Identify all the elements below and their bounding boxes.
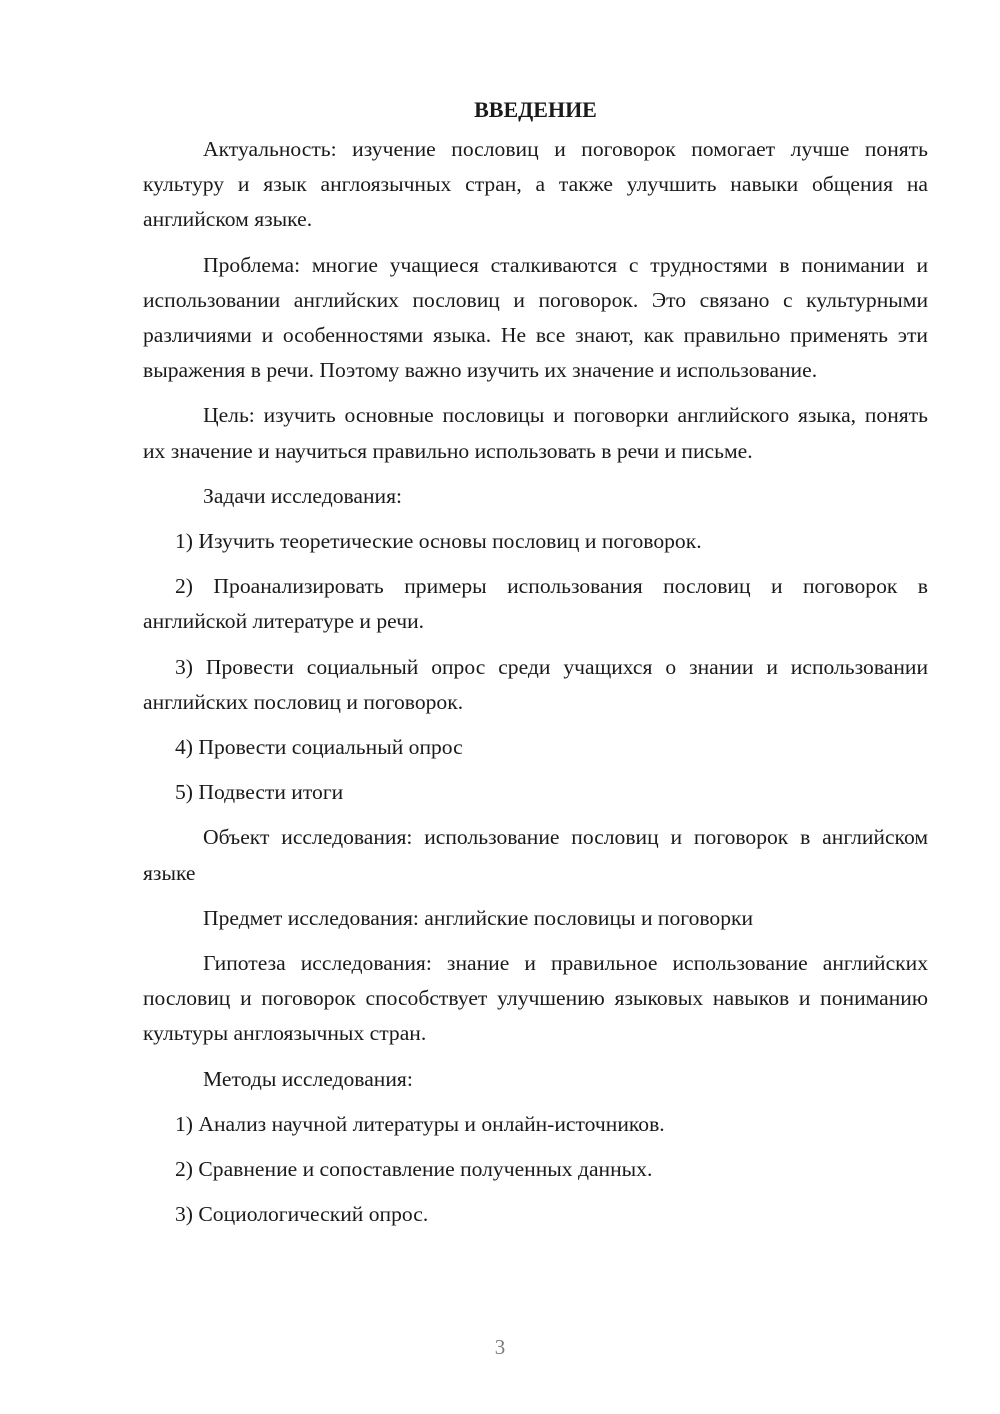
page-content xyxy=(143,92,928,1242)
task-item-3: 3) Провести социальный опрос среди учащихся о знании и использовании английских пословиц и поговорок. xyxy=(143,654,928,714)
hypothesis-paragraph: Гипотеза исследования: знание и правильное использование английских пословиц и поговорок способствует улучшению языковых навыков и пониманию культуры англоязычных стран. xyxy=(143,951,928,1046)
tasks-title: Задачи исследования: xyxy=(203,483,403,508)
method-item-2: 2) Сравнение и сопоставление полученных данных. xyxy=(175,1157,653,1182)
object-paragraph: Объект исследования: использование пословиц и поговорок в английском языке xyxy=(143,825,928,885)
task-item-4: 4) Провести социальный опрос xyxy=(175,735,463,760)
task-item-5: 5) Подвести итоги xyxy=(175,780,344,805)
method-item-3: 3) Социологический опрос. xyxy=(175,1202,429,1227)
subject-paragraph: Предмет исследования: английские пословицы и поговорки xyxy=(203,905,754,930)
task-item-1: 1) Изучить теоретические основы пословиц и поговорок. xyxy=(175,529,702,554)
methods-title: Методы исследования: xyxy=(203,1066,413,1091)
relevance-paragraph: Актуальность: изучение пословиц и поговорок помогает лучше понять культуру и язык англоязычных стран, а также улучшить навыки общения на английском языке. xyxy=(143,137,928,232)
goal-paragraph: Цель: изучить основные пословицы и поговорки английского языка, понять их значение и научиться правильно использовать в речи и письме. xyxy=(143,403,928,463)
page-number: 3 xyxy=(494,1335,506,1359)
method-item-1: 1) Анализ научной литературы и онлайн-источников. xyxy=(175,1111,665,1136)
problem-paragraph: Проблема: многие учащиеся сталкиваются с трудностями в понимании и использовании английских пословиц и поговорок. Это связано с культурными различиями и особенностями языка. Не все знают, как правильно применять эти выражения в речи. Поэтому важно изучить их значение и использование. xyxy=(143,252,928,383)
task-item-2: 2) Проанализировать примеры использования пословиц и поговорок в английской литературе и речи. xyxy=(143,574,928,634)
page-title: ВВЕДЕНИЕ xyxy=(474,97,597,122)
